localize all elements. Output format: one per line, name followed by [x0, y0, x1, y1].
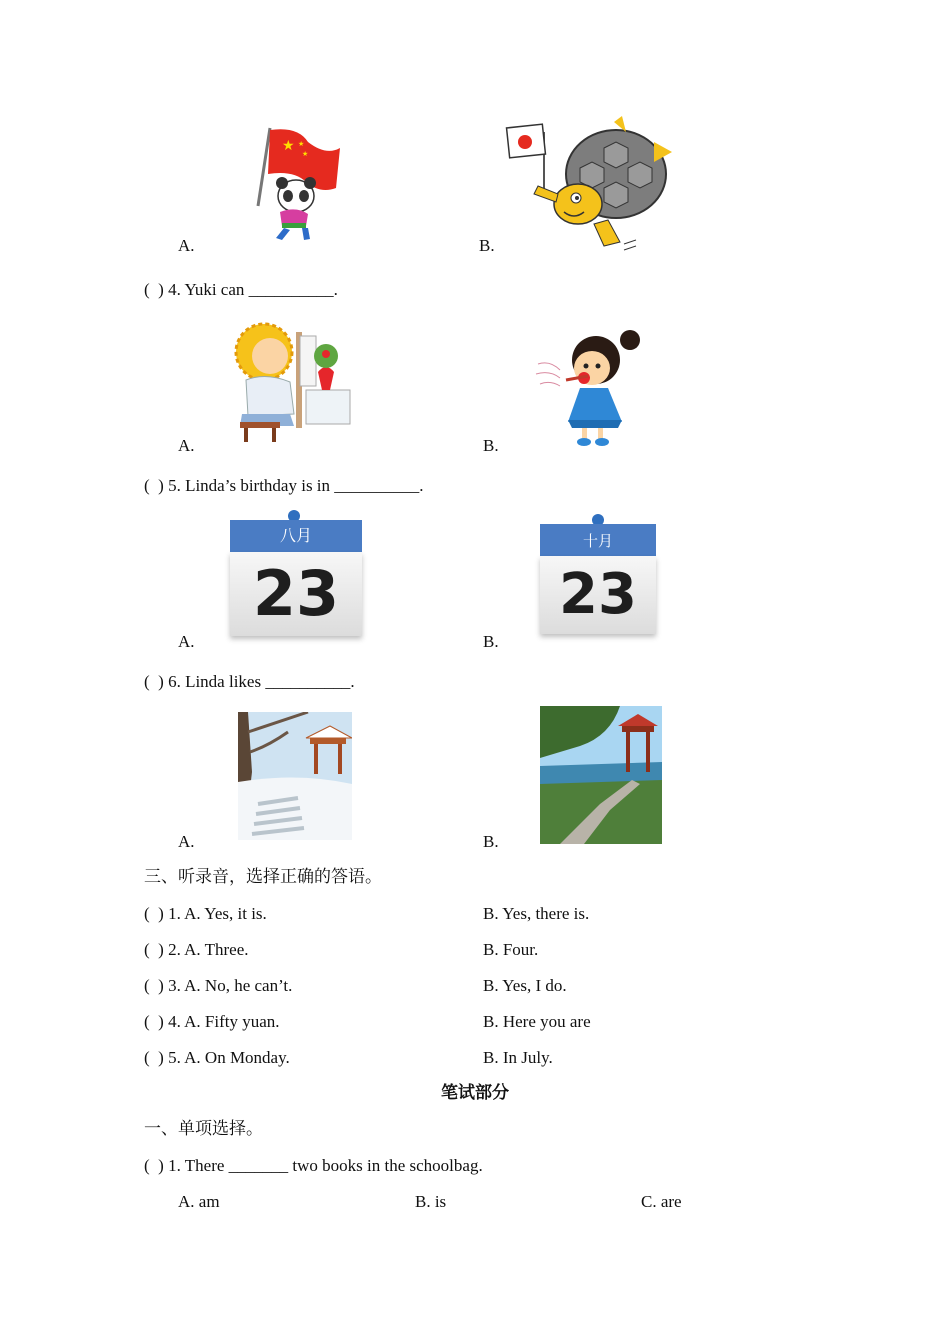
- boy-drawing-image: [230, 322, 356, 444]
- q3-option-b-label: B.: [479, 236, 495, 255]
- calendar-october-23-image: [538, 514, 658, 638]
- section3-q1: ( ) 1. A. Yes, it is.: [144, 904, 267, 923]
- written-part-title: 笔试部分: [441, 1083, 509, 1103]
- section3-heading: 三、听录音，选择正确的答语。: [144, 867, 382, 887]
- written-q1-prompt: ( ) 1. There _______ two books in the schoolbag.: [144, 1156, 483, 1175]
- q5-option-a-label: A.: [178, 632, 195, 651]
- q6-prompt: ( ) 6. Linda likes __________.: [144, 672, 355, 691]
- section3-q4-option-b: B. Here you are: [483, 1012, 591, 1031]
- section3-q3: ( ) 3. A. No, he can’t.: [144, 976, 293, 995]
- calendar-august-23-image: [228, 510, 364, 640]
- summer-pavilion-image: [540, 706, 662, 844]
- section3-q4: ( ) 4. A. Fifty yuan.: [144, 1012, 280, 1031]
- q6-option-b-label: B.: [483, 832, 499, 851]
- calendar-b-month: 十月: [582, 532, 613, 550]
- written-q1-option-a: A. am: [178, 1192, 220, 1211]
- section3-q5-option-b: B. In July.: [483, 1048, 553, 1067]
- panda-with-china-flag-image: [248, 126, 344, 242]
- svg-text:★: ★: [282, 139, 295, 154]
- q5-option-b-label: B.: [483, 632, 499, 651]
- section3-q5: ( ) 5. A. On Monday.: [144, 1048, 290, 1067]
- q6-option-a-label: A.: [178, 832, 195, 851]
- svg-text:★: ★: [302, 150, 309, 158]
- written-q1-option-c: C. are: [641, 1192, 682, 1211]
- written-section1-heading: 一、单项选择。: [144, 1119, 263, 1139]
- section3-q1-option-b: B. Yes, there is.: [483, 904, 590, 923]
- q5-prompt: ( ) 5. Linda’s birthday is in __________.: [144, 476, 424, 495]
- calendar-a-month: 八月: [279, 526, 312, 545]
- section3-q2-option-b: B. Four.: [483, 940, 539, 959]
- written-q1-option-b: B. is: [415, 1192, 447, 1211]
- q4-prompt: ( ) 4. Yuki can __________.: [144, 280, 338, 299]
- calendar-a-day: 23: [252, 557, 340, 630]
- winter-pavilion-image: [238, 712, 352, 840]
- section3-q3-option-b: B. Yes, I do.: [483, 976, 567, 995]
- q4-option-b-label: B.: [483, 436, 499, 455]
- q4-option-a-label: A.: [178, 436, 195, 455]
- section3-q2: ( ) 2. A. Three.: [144, 940, 249, 959]
- calendar-b-day: 23: [559, 562, 637, 627]
- turtle-with-japan-flag-image: [504, 112, 674, 252]
- q3-option-a-label: A.: [178, 236, 195, 255]
- svg-text:★: ★: [298, 140, 305, 148]
- girl-playing-flute-image: [532, 320, 652, 448]
